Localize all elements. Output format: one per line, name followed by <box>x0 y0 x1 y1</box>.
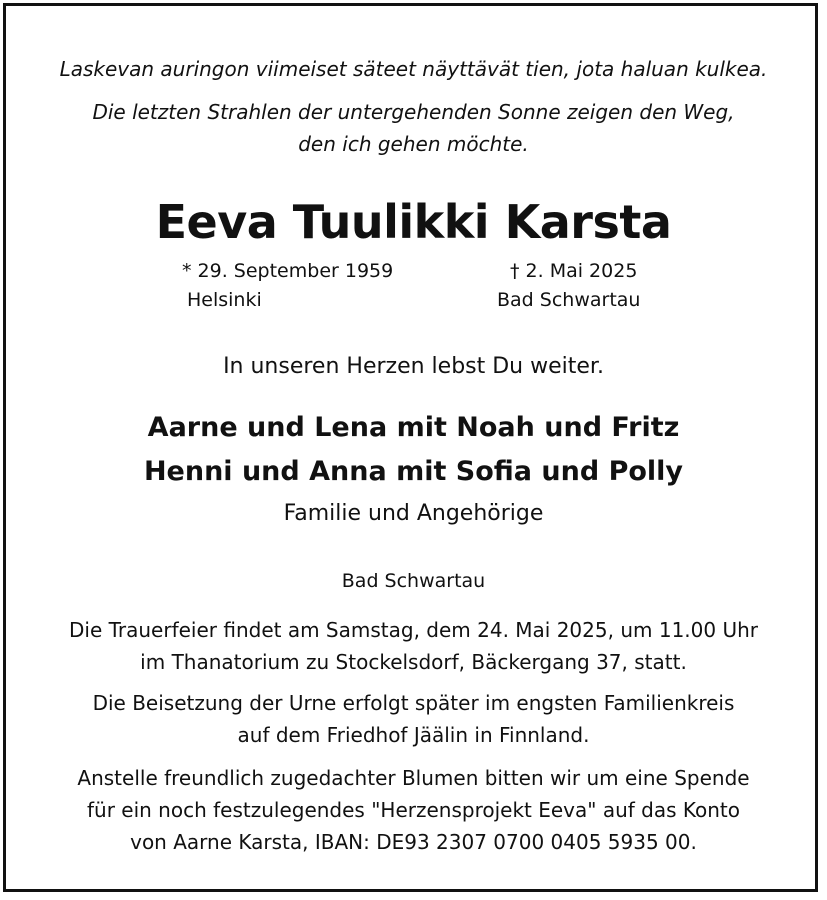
donation-paragraph <box>0 762 827 858</box>
death-place: Bad Schwartau <box>497 289 641 311</box>
remembrance-line: In unseren Herzen lebst Du weiter. <box>223 354 604 379</box>
motto-german-line-2: den ich gehen möchte. <box>298 132 529 156</box>
burial-line-2: auf dem Friedhof Jäälin in Finnland. <box>237 723 590 747</box>
birth-date: * 29. September 1959 <box>182 260 394 282</box>
family-line: Familie und Angehörige <box>283 501 544 526</box>
death-date: † 2. Mai 2025 <box>510 260 638 282</box>
burial-line-1: Die Beisetzung der Urne erfolgt später im engsten Familienkreis <box>92 691 735 715</box>
mourners-line-1: Aarne und Lena mit Noah und Fritz <box>147 412 680 443</box>
birth-place: Helsinki <box>187 289 262 311</box>
funeral-line-2: im Thanatorium zu Stockelsdorf, Bäckergang 37, statt. <box>140 650 687 674</box>
burial-paragraph <box>0 687 827 751</box>
deceased-name: Eeva Tuulikki Karsta <box>155 195 672 249</box>
motto-finnish: Laskevan auringon viimeiset säteet näyttävät tien, jota haluan kulkea. <box>59 57 768 81</box>
donation-line-2: für ein noch festzulegendes "Herzensprojekt Eeva" auf das Konto <box>86 798 740 822</box>
motto-german-line-1: Die letzten Strahlen der untergehenden Sonne zeigen den Weg, <box>92 100 735 124</box>
funeral-line-1: Die Trauerfeier findet am Samstag, dem 24. Mai 2025, um 11.00 Uhr <box>68 618 758 642</box>
motto-german <box>0 96 827 160</box>
donation-line-3: von Aarne Karsta, IBAN: DE93 2307 0700 0405 5935 00. <box>130 830 697 854</box>
location-line: Bad Schwartau <box>341 570 486 592</box>
mourners-line-2: Henni und Anna mit Sofia und Polly <box>143 456 684 487</box>
funeral-paragraph <box>0 614 827 678</box>
donation-line-1: Anstelle freundlich zugedachter Blumen bitten wir um eine Spende <box>77 766 750 790</box>
mourners-block <box>0 406 827 494</box>
